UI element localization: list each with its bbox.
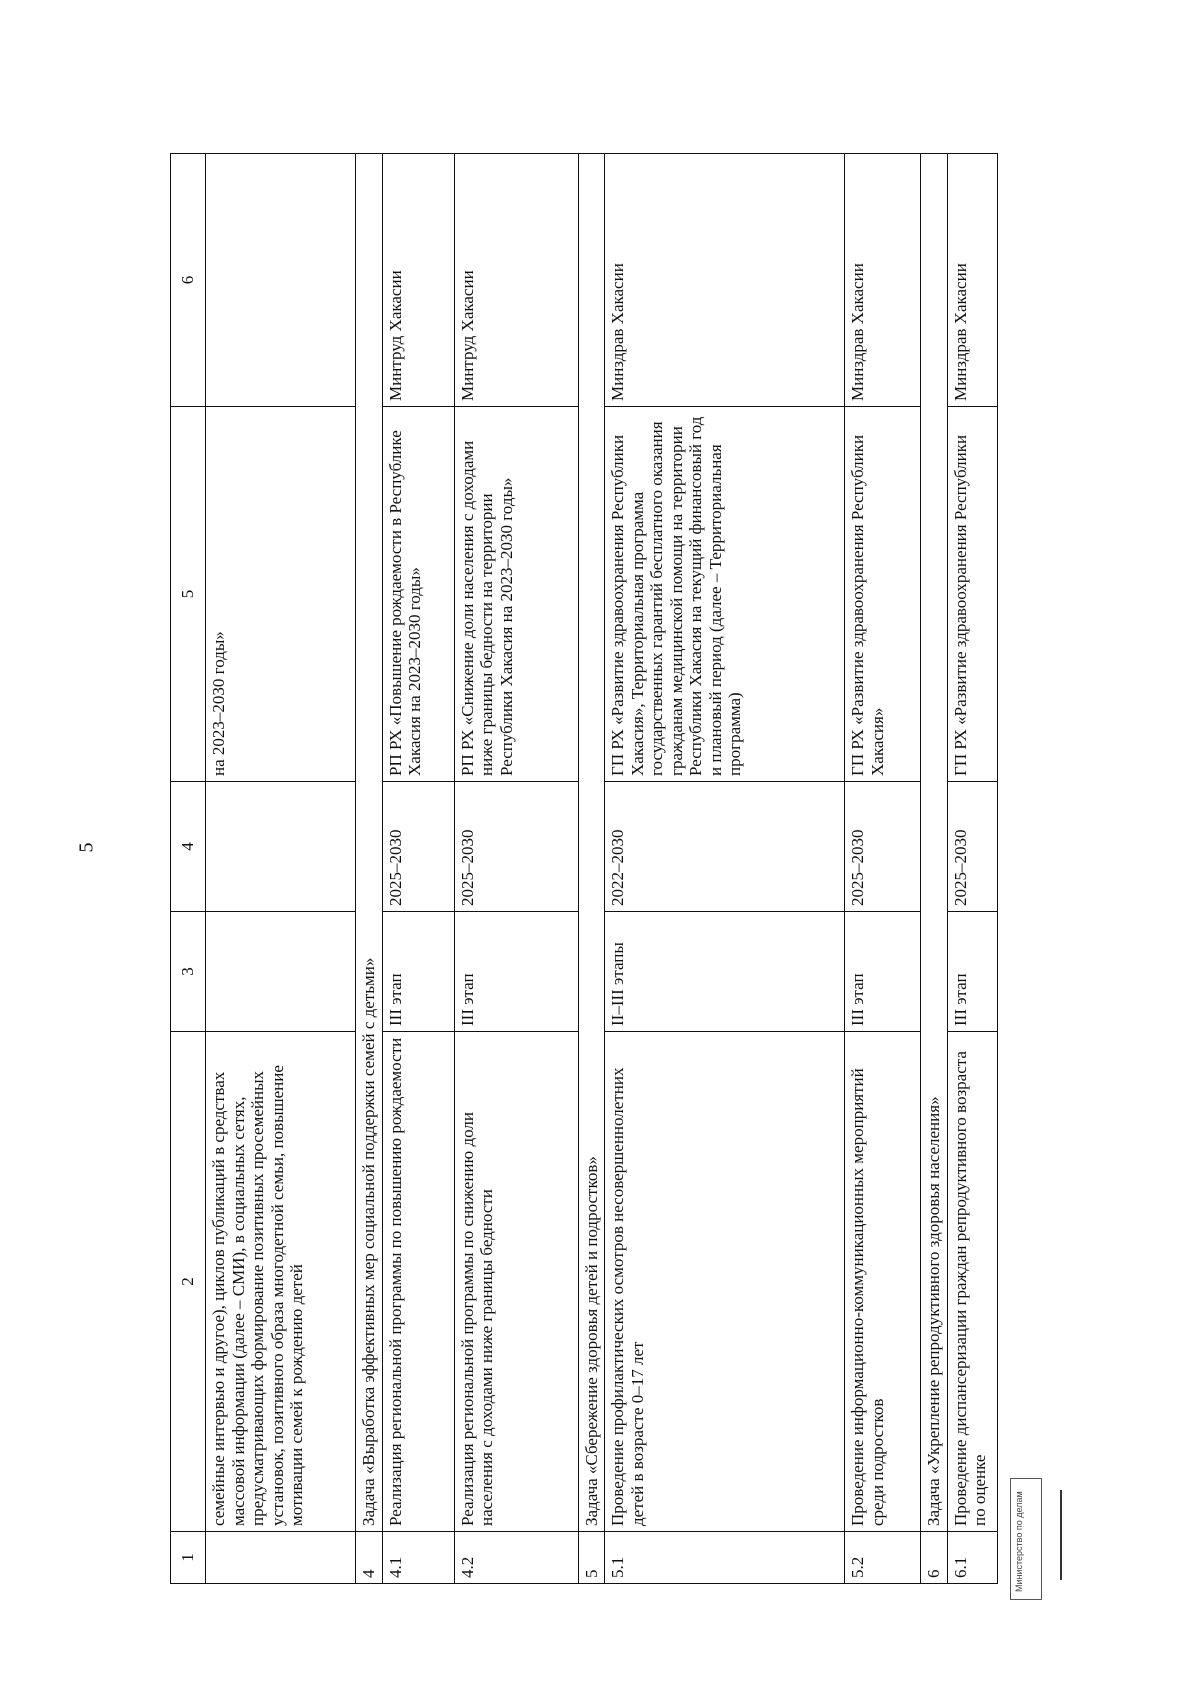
cell-num: 5.2	[845, 1532, 921, 1584]
cell-years: 2025–2030	[454, 782, 578, 912]
cell-activity: Реализация региональной программы по снижению доли населения с доходами ниже границы бедности	[454, 1032, 578, 1532]
task-title: Задача «Укрепление репродуктивного здоровья населения»	[921, 154, 948, 1532]
cell-stage	[206, 912, 356, 1032]
signature-mark	[1060, 1490, 1062, 1580]
cell-num: 5.1	[605, 1532, 845, 1584]
task-title: Задача «Сбережение здоровья детей и подростков»	[578, 154, 605, 1532]
cell-responsible	[206, 154, 356, 407]
cell-document: ГП РХ «Развитие здравоохранения Республики	[947, 407, 997, 782]
task-row	[578, 154, 605, 1584]
cell-document: РП РХ «Повышение рождаемости в Республике Хакасия на 2023–2030 годы»	[382, 407, 454, 782]
cell-stage: II–III этапы	[605, 912, 845, 1032]
cell-responsible: Минздрав Хакасии	[845, 154, 921, 407]
cell-document: на 2023–2030 годы»	[206, 407, 356, 782]
table-row	[454, 154, 578, 1584]
cell-activity: Реализация региональной программы по повышению рождаемости	[382, 1032, 454, 1532]
cell-activity: семейные интервью и другое), циклов публикаций в средствах массовой информации (далее – СМИ), в социальных сетях, предусматривающих формирование позитивных просемейных установок, позитивного образа многодетной семьи, повышение мотивации семей к рождению детей	[206, 1032, 356, 1532]
task-title: Задача «Выработка эффективных мер социальной поддержки семей с детьми»	[356, 154, 383, 1532]
cell-num: 4.1	[382, 1532, 454, 1584]
cell-document: РП РХ «Снижение доли населения с доходами ниже границы бедности на территории Республики Хакасия на 2023–2030 годы»	[454, 407, 578, 782]
table-row	[382, 154, 454, 1584]
header-cell: 3	[171, 912, 206, 1032]
plan-table	[170, 153, 998, 1584]
task-row	[921, 154, 948, 1584]
cell-num: 5	[578, 1532, 605, 1584]
cell-document: ГП РХ «Развитие здравоохранения Республики Хакасия», Территориальная программа государственных гарантий бесплатного оказания гражданам медицинской помощи на территории Республики Хакасия на текущий финансовый год и плановый период (далее – Территориальная программа)	[605, 407, 845, 782]
cell-years: 2025–2030	[947, 782, 997, 912]
table-row	[605, 154, 845, 1584]
cell-activity: Проведение профилактических осмотров несовершеннолетних детей в возрасте 0–17 лет	[605, 1032, 845, 1532]
header-cell: 2	[171, 1032, 206, 1532]
cell-years	[206, 782, 356, 912]
cell-num: 4	[356, 1532, 383, 1584]
table-row	[845, 154, 921, 1584]
task-row	[356, 154, 383, 1584]
cell-responsible: Минздрав Хакасии	[947, 154, 997, 407]
cell-stage: III этап	[382, 912, 454, 1032]
cell-years: 2025–2030	[845, 782, 921, 912]
cell-document: ГП РХ «Развитие здравоохранения Республики Хакасия»	[845, 407, 921, 782]
cell-responsible: Минтруд Хакасии	[454, 154, 578, 407]
cell-activity: Проведение диспансеризации граждан репродуктивного возраста по оценке	[947, 1032, 997, 1532]
header-cell: 1	[171, 1532, 206, 1584]
cell-activity: Проведение информационно-коммуникационных мероприятий среди подростков	[845, 1032, 921, 1532]
cell-years: 2022–2030	[605, 782, 845, 912]
cell-responsible: Минздрав Хакасии	[605, 154, 845, 407]
cell-stage: III этап	[947, 912, 997, 1032]
header-row	[171, 154, 206, 1584]
cell-stage: III этап	[845, 912, 921, 1032]
header-cell: 4	[171, 782, 206, 912]
cell-num: 4.2	[454, 1532, 578, 1584]
rotated-table-container	[170, 154, 1120, 1584]
cell-responsible: Минтруд Хакасии	[382, 154, 454, 407]
cell-num: 6.1	[947, 1532, 997, 1584]
table-row	[206, 154, 356, 1584]
page-number: 5	[75, 842, 98, 853]
cell-years: 2025–2030	[382, 782, 454, 912]
header-cell: 6	[171, 154, 206, 407]
header-cell: 5	[171, 407, 206, 782]
stamp-text: Министерство по делам	[1014, 1491, 1024, 1592]
cell-num: 6	[921, 1532, 948, 1584]
cell-num	[206, 1532, 356, 1584]
table-row	[947, 154, 997, 1584]
cell-stage: III этап	[454, 912, 578, 1032]
